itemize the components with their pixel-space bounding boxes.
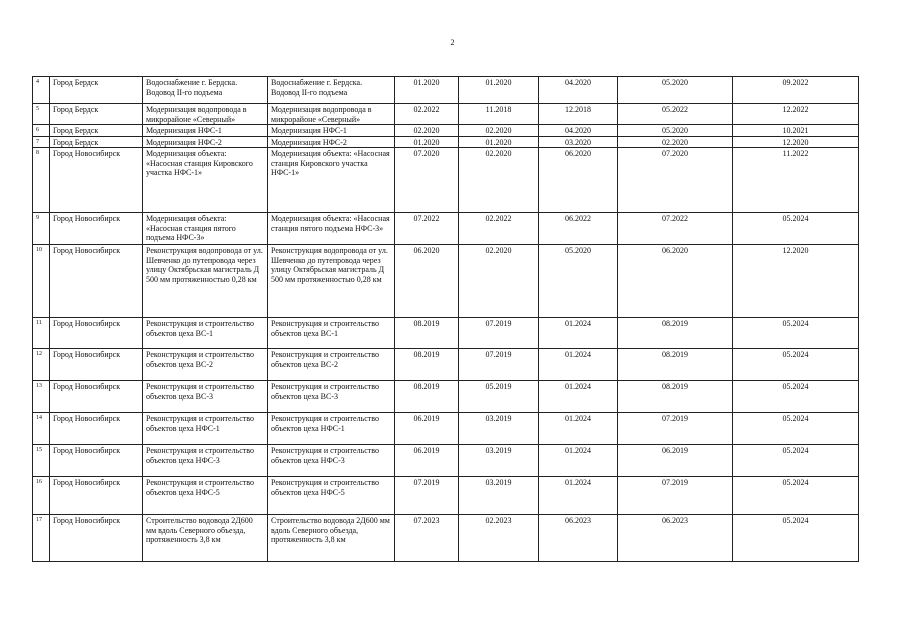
table-row	[33, 245, 859, 318]
project-name-cell: Реконструкция и строительство объектов цеха НФС-5	[143, 477, 268, 515]
date-cell: 06.2020	[395, 245, 459, 318]
city-cell: Город Новосибирск	[50, 245, 143, 318]
city-cell: Город Новосибирск	[50, 381, 143, 413]
date-cell: 02.2020	[395, 125, 459, 137]
date-cell: 05.2019	[459, 381, 539, 413]
date-cell: 04.2020	[539, 77, 618, 104]
date-cell: 05.2024	[733, 477, 859, 515]
city-cell: Город Бердск	[50, 77, 143, 104]
row-number: 8	[33, 148, 50, 213]
date-cell: 07.2019	[395, 477, 459, 515]
date-cell: 07.2019	[618, 477, 733, 515]
city-cell: Город Новосибирск	[50, 349, 143, 381]
date-cell: 12.2018	[539, 104, 618, 125]
date-cell: 07.2019	[618, 413, 733, 445]
date-cell: 03.2020	[539, 136, 618, 148]
table-row	[33, 515, 859, 562]
date-cell: 06.2019	[618, 445, 733, 477]
date-cell: 10.2021	[733, 125, 859, 137]
project-name-cell: Реконструкция и строительство объектов цеха НФС-5	[268, 477, 395, 515]
date-cell: 05.2024	[733, 515, 859, 562]
date-cell: 06.2023	[539, 515, 618, 562]
date-cell: 01.2020	[395, 136, 459, 148]
project-name-cell: Строительство водовода 2Д600 мм вдоль Северного объезда, протяженность 3,8 км	[143, 515, 268, 562]
city-cell: Город Новосибирск	[50, 445, 143, 477]
date-cell: 07.2020	[618, 148, 733, 213]
row-number: 17	[33, 515, 50, 562]
city-cell: Город Бердск	[50, 125, 143, 137]
city-cell: Город Новосибирск	[50, 515, 143, 562]
project-name-cell: Реконструкция и строительство объектов цеха НФС-3	[268, 445, 395, 477]
table-row	[33, 136, 859, 148]
date-cell: 05.2020	[539, 245, 618, 318]
date-cell: 06.2019	[395, 413, 459, 445]
project-name-cell: Реконструкция и строительство объектов цеха ВС-3	[143, 381, 268, 413]
row-number: 4	[33, 77, 50, 104]
project-name-cell: Модернизация НФС-1	[268, 125, 395, 137]
date-cell: 03.2019	[459, 413, 539, 445]
date-cell: 05.2024	[733, 349, 859, 381]
date-cell: 08.2019	[618, 318, 733, 349]
city-cell: Город Новосибирск	[50, 318, 143, 349]
table-row	[33, 104, 859, 125]
project-name-cell: Модернизация водопровода в микрорайоне «Северный»	[268, 104, 395, 125]
table-row	[33, 477, 859, 515]
date-cell: 08.2019	[395, 349, 459, 381]
project-name-cell: Реконструкция и строительство объектов цеха ВС-2	[143, 349, 268, 381]
date-cell: 02.2020	[459, 245, 539, 318]
date-cell: 08.2019	[395, 318, 459, 349]
date-cell: 07.2019	[459, 318, 539, 349]
date-cell: 07.2022	[618, 213, 733, 245]
date-cell: 09.2022	[733, 77, 859, 104]
date-cell: 07.2023	[395, 515, 459, 562]
date-cell: 06.2020	[618, 245, 733, 318]
date-cell: 05.2024	[733, 445, 859, 477]
table-body	[33, 77, 859, 562]
date-cell: 11.2022	[733, 148, 859, 213]
date-cell: 08.2019	[618, 349, 733, 381]
date-cell: 02.2020	[459, 148, 539, 213]
date-cell: 08.2019	[618, 381, 733, 413]
date-cell: 05.2024	[733, 318, 859, 349]
row-number: 7	[33, 136, 50, 148]
schedule-table	[32, 76, 859, 562]
date-cell: 03.2019	[459, 477, 539, 515]
date-cell: 07.2022	[395, 213, 459, 245]
project-name-cell: Модернизация объекта: «Насосная станция Кировского участка НФС-1»	[143, 148, 268, 213]
date-cell: 04.2020	[539, 125, 618, 137]
date-cell: 05.2024	[733, 381, 859, 413]
project-name-cell: Реконструкция и строительство объектов цеха ВС-1	[143, 318, 268, 349]
date-cell: 12.2020	[733, 245, 859, 318]
row-number: 10	[33, 245, 50, 318]
date-cell: 02.2022	[459, 213, 539, 245]
date-cell: 06.2020	[539, 148, 618, 213]
row-number: 12	[33, 349, 50, 381]
project-name-cell: Реконструкция водопровода от ул. Шевченко до путепровода через улицу Октябрьская магистраль Д 500 мм протяженностью 0,28 км	[143, 245, 268, 318]
date-cell: 06.2023	[618, 515, 733, 562]
date-cell: 05.2020	[618, 77, 733, 104]
row-number: 11	[33, 318, 50, 349]
project-name-cell: Строительство водовода 2Д600 мм вдоль Северного объезда, протяженность 3,8 км	[268, 515, 395, 562]
row-number: 6	[33, 125, 50, 137]
date-cell: 02.2020	[618, 136, 733, 148]
row-number: 5	[33, 104, 50, 125]
date-cell: 11.2018	[459, 104, 539, 125]
row-number: 16	[33, 477, 50, 515]
table-row	[33, 213, 859, 245]
project-name-cell: Реконструкция и строительство объектов цеха ВС-1	[268, 318, 395, 349]
table-row	[33, 445, 859, 477]
date-cell: 05.2020	[618, 125, 733, 137]
date-cell: 07.2019	[459, 349, 539, 381]
date-cell: 07.2020	[395, 148, 459, 213]
date-cell: 01.2020	[459, 77, 539, 104]
row-number: 14	[33, 413, 50, 445]
table-row	[33, 148, 859, 213]
city-cell: Город Новосибирск	[50, 413, 143, 445]
project-name-cell: Реконструкция и строительство объектов цеха ВС-3	[268, 381, 395, 413]
project-name-cell: Реконструкция водопровода от ул. Шевченко до путепровода через улицу Октябрьская магистраль Д 500 мм протяженностью 0,28 км	[268, 245, 395, 318]
project-name-cell: Модернизация НФС-2	[143, 136, 268, 148]
date-cell: 12.2022	[733, 104, 859, 125]
date-cell: 02.2020	[459, 125, 539, 137]
date-cell: 01.2024	[539, 445, 618, 477]
project-name-cell: Модернизация объекта: «Насосная станция пятого подъема НФС-3»	[268, 213, 395, 245]
project-name-cell: Реконструкция и строительство объектов цеха НФС-1	[268, 413, 395, 445]
table-row	[33, 413, 859, 445]
date-cell: 12.2020	[733, 136, 859, 148]
date-cell: 01.2020	[395, 77, 459, 104]
row-number: 15	[33, 445, 50, 477]
project-name-cell: Реконструкция и строительство объектов цеха ВС-2	[268, 349, 395, 381]
project-name-cell: Модернизация водопровода в микрорайоне «Северный»	[143, 104, 268, 125]
project-name-cell: Модернизация объекта: «Насосная станция Кировского участка НФС-1»	[268, 148, 395, 213]
city-cell: Город Новосибирск	[50, 213, 143, 245]
date-cell: 05.2024	[733, 213, 859, 245]
page-number: 2	[450, 38, 455, 47]
row-number: 9	[33, 213, 50, 245]
project-name-cell: Модернизация НФС-1	[143, 125, 268, 137]
date-cell: 01.2024	[539, 413, 618, 445]
date-cell: 03.2019	[459, 445, 539, 477]
date-cell: 02.2023	[459, 515, 539, 562]
city-cell: Город Бердск	[50, 136, 143, 148]
date-cell: 01.2024	[539, 477, 618, 515]
table-row	[33, 381, 859, 413]
project-name-cell: Реконструкция и строительство объектов цеха НФС-1	[143, 413, 268, 445]
project-name-cell: Водоснабжение г. Бердска. Водовод II-го подъема	[268, 77, 395, 104]
date-cell: 05.2022	[618, 104, 733, 125]
table-row	[33, 318, 859, 349]
city-cell: Город Новосибирск	[50, 148, 143, 213]
city-cell: Город Новосибирск	[50, 477, 143, 515]
date-cell: 06.2022	[539, 213, 618, 245]
project-name-cell: Модернизация НФС-2	[268, 136, 395, 148]
date-cell: 01.2024	[539, 349, 618, 381]
date-cell: 01.2020	[459, 136, 539, 148]
project-name-cell: Модернизация объекта: «Насосная станция пятого подъема НФС-3»	[143, 213, 268, 245]
date-cell: 08.2019	[395, 381, 459, 413]
date-cell: 01.2024	[539, 318, 618, 349]
row-number: 13	[33, 381, 50, 413]
date-cell: 05.2024	[733, 413, 859, 445]
project-name-cell: Водоснабжение г. Бердска. Водовод II-го подъема	[143, 77, 268, 104]
date-cell: 01.2024	[539, 381, 618, 413]
date-cell: 02.2022	[395, 104, 459, 125]
table-row	[33, 77, 859, 104]
table-row	[33, 125, 859, 137]
city-cell: Город Бердск	[50, 104, 143, 125]
project-name-cell: Реконструкция и строительство объектов цеха НФС-3	[143, 445, 268, 477]
table-row	[33, 349, 859, 381]
date-cell: 06.2019	[395, 445, 459, 477]
